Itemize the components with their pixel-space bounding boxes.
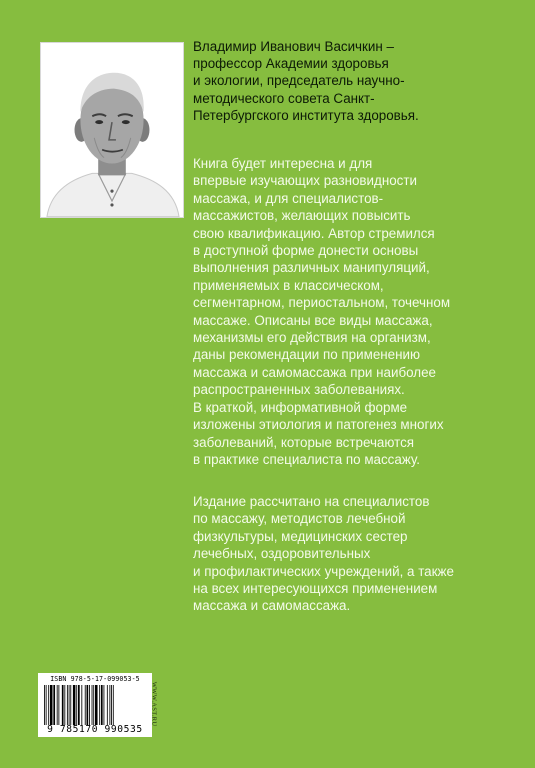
author-bio: Владимир Иванович Васичкин – профессор Академии здоровья и экологии, председатель научно- методического совета Санкт- Петербургского института здоровья. [193,39,419,123]
barcode-bar [44,685,45,725]
target-audience: Издание рассчитано на специалистов по массажу, методистов лечебной физкультуры, медицинских сестер лечебных, оздоровительных и профилактических учреждений, а также на всех интересующихся применением массажа и самомассажа. [193,494,454,614]
barcode-bars [42,685,148,725]
barcode-label [38,673,152,737]
barcode-bar [48,685,49,725]
barcode-bar [46,685,47,725]
barcode-bar [50,685,53,725]
barcode-bar [64,685,65,725]
barcode-bar [57,685,58,725]
barcode-bar [99,685,100,725]
barcode-bar [70,685,71,725]
barcode-bar [111,685,112,725]
publisher-site-url: WWW.AST.RU [150,681,158,727]
barcode-bar [109,685,110,725]
isbn-number: ISBN 978-5-17-099053-5 [50,675,140,683]
barcode-bar [78,685,80,725]
author-portrait-image [41,43,183,217]
barcode-bar [81,685,82,725]
barcode-bar [92,685,93,725]
barcode-bar [69,685,70,725]
barcode-bar [113,685,114,725]
barcode-bar [101,685,103,725]
book-description: Книга будет интересна и для впервые изучающих разновидности массажа, и для специалистов- массажистов, желающих повысить свою квалификацию. Автор стремился в доступной форме донести основы выполнения различных манипуляций, применяемых в классическом, сегментарном, периостальном, точечном массаже. Описаны все виды массажа, механизмы его действия на организм, даны рекомендации по применению массажа и самомассажа при наиболее распространенных заболеваниях. В краткой, информативной форме изложены этиология и патогенез многих заболеваний, которые встречаются в практике специалиста по массажу. [193,156,451,467]
barcode-bar [67,685,68,725]
author-photo [40,42,184,218]
barcode-bar [76,685,77,725]
barcode-bar [107,685,108,725]
barcode-bar [58,685,59,725]
barcode-digits: 9 785170 990535 [47,724,143,735]
barcode-bar [73,685,76,725]
barcode-bar [89,685,90,725]
barcode-bar [62,685,64,725]
barcode-bar [93,685,94,725]
barcode-bar [53,685,55,725]
barcode-bar [95,685,98,725]
barcode-bar [104,685,105,725]
barcode-bar [87,685,89,725]
barcode-bar [85,685,86,725]
